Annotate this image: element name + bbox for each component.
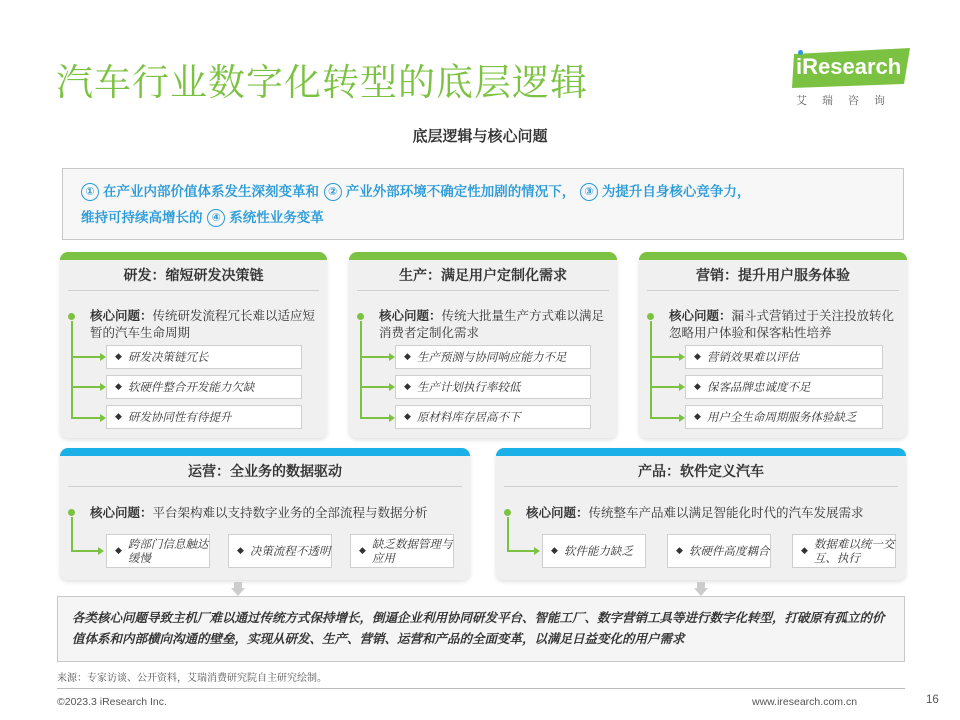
card-operation-title: 运营：全业务的数据驱动 [188, 464, 342, 480]
connector-line [360, 386, 392, 388]
intro-part-2: 产业外部环境不确定性加剧的情况下， [345, 184, 576, 200]
intro-text [81, 179, 885, 231]
card-operation-item-1 [106, 534, 210, 568]
connector-line [650, 356, 682, 358]
item-label: 研发决策链冗长 [127, 350, 209, 364]
connector-line [360, 321, 362, 418]
card-production-bar [349, 252, 617, 260]
diamond-bullet-icon: ◆ [115, 546, 122, 556]
diamond-bullet-icon: ◆ [694, 382, 701, 392]
item-label: 软硬件高度耦合 [688, 544, 770, 558]
connector-line [71, 550, 101, 552]
circled-number-1: ① [81, 183, 99, 201]
card-operation-divider [68, 486, 462, 487]
card-rd-core [90, 307, 322, 341]
website-link[interactable]: www.iresearch.com.cn [752, 696, 858, 708]
circled-number-3: ③ [580, 183, 598, 201]
card-operation [60, 448, 470, 580]
card-marketing-bar [639, 252, 907, 260]
diamond-bullet-icon: ◆ [676, 546, 683, 556]
card-production-item-1 [395, 345, 591, 369]
connector-line [650, 417, 682, 419]
card-production-divider [357, 290, 609, 291]
connector-line [507, 517, 509, 551]
card-product-item-3 [792, 534, 896, 568]
iresearch-logo [790, 46, 916, 108]
diamond-bullet-icon: ◆ [551, 546, 558, 556]
diamond-bullet-icon: ◆ [115, 412, 122, 422]
card-product-core [526, 504, 906, 521]
card-rd-item-1 [106, 345, 302, 369]
core-dot-icon [357, 313, 364, 320]
card-rd-item-3 [106, 405, 302, 429]
core-dot-icon [68, 313, 75, 320]
connector-line [71, 417, 103, 419]
item-label: 决策流程不透明 [249, 544, 331, 558]
card-rd-divider [68, 290, 319, 291]
diamond-bullet-icon: ◆ [404, 382, 411, 392]
item-label: 软硬件整合开发能力欠缺 [127, 380, 255, 394]
card-operation-core-text: 平台架构难以支持数字业务的全部流程与数据分析 [152, 505, 428, 520]
diamond-bullet-icon: ◆ [404, 352, 411, 362]
arrow-right-icon [98, 547, 104, 555]
item-label: 缺乏数据管理与应用 [371, 537, 453, 565]
circled-number-2: ② [324, 183, 342, 201]
core-dot-icon [647, 313, 654, 320]
card-marketing-item-1 [685, 345, 883, 369]
connector-line [71, 321, 73, 418]
core-dot-icon [504, 509, 511, 516]
card-production [349, 252, 617, 438]
card-operation-item-2 [228, 534, 332, 568]
card-product-core-text: 传统整车产品难以满足智能化时代的汽车发展需求 [588, 505, 864, 520]
connector-line [360, 417, 392, 419]
card-operation-bar [60, 448, 470, 456]
card-rd-title: 研发：缩短研发决策链 [123, 268, 264, 284]
core-label: 核心问题： [90, 505, 153, 520]
diamond-bullet-icon: ◆ [694, 352, 701, 362]
arrow-down-icon [231, 588, 245, 596]
diamond-bullet-icon: ◆ [801, 546, 808, 556]
arrow-right-icon [534, 547, 540, 555]
logo-text: iResearch [796, 54, 902, 79]
item-label: 用户全生命周期服务体验缺乏 [706, 410, 857, 424]
connector-line [360, 356, 392, 358]
diamond-bullet-icon: ◆ [237, 546, 244, 556]
card-production-title: 生产：满足用户定制化需求 [399, 268, 567, 284]
card-product-item-1 [542, 534, 646, 568]
core-dot-icon [68, 509, 75, 516]
card-product-title: 产品：软件定义汽车 [638, 464, 764, 480]
card-marketing-title: 营销：提升用户服务体验 [696, 268, 850, 284]
core-label: 核心问题： [669, 308, 732, 323]
connector-line [650, 321, 652, 418]
copyright: ©2023.3 iResearch Inc. [57, 696, 167, 708]
card-operation-core [90, 504, 470, 521]
card-production-item-2 [395, 375, 591, 399]
card-operation-item-3 [350, 534, 454, 568]
item-label: 跨部门信息触达缓慢 [127, 537, 209, 565]
diagram-subtitle: 底层逻辑与核心问题 [412, 127, 548, 145]
card-marketing-item-3 [685, 405, 883, 429]
card-product [496, 448, 906, 580]
page-title: 汽车行业数字化转型的底层逻辑 [56, 61, 588, 104]
connector-line [650, 386, 682, 388]
card-rd-core-text: 传统研发流程冗长难以适应短暂的汽车生命周期 [90, 308, 316, 340]
diamond-bullet-icon: ◆ [694, 412, 701, 422]
diamond-bullet-icon: ◆ [359, 546, 366, 556]
footer-divider [57, 688, 905, 689]
logo-subtext: 艾瑞咨询 [796, 94, 900, 107]
source-note: 来源：专家访谈、公开资料，艾瑞消费研究院自主研究绘制。 [57, 673, 327, 684]
item-label: 营销效果难以评估 [706, 350, 799, 364]
diamond-bullet-icon: ◆ [404, 412, 411, 422]
card-product-bar [496, 448, 906, 456]
card-marketing-core-text: 漏斗式营销过于关注投放转化忽略用户体验和保客粘性培养 [669, 308, 895, 340]
card-production-core [379, 307, 611, 341]
intro-part-5: 系统性业务变革 [229, 210, 324, 226]
item-label: 数据难以统一交互、执行 [813, 537, 895, 565]
item-label: 原材料库存居高不下 [416, 410, 521, 424]
diamond-bullet-icon: ◆ [115, 382, 122, 392]
summary-box: 各类核心问题导致主机厂难以通过传统方式保持增长，倒逼企业利用协同研发平台、智能工厂、数字营销工具等进行数字化转型，打破原有孤立的价值体系和内部横向沟通的壁垒，实现从研发、生产、营销、运营和产品的全面变革，以满足日益变化的用户需求 [57, 596, 905, 662]
connector-line [507, 550, 537, 552]
item-label: 生产计划执行率较低 [416, 380, 521, 394]
intro-part-1: 在产业内部价值体系发生深刻变革和 [103, 184, 319, 200]
card-marketing-core [669, 307, 903, 341]
card-product-divider [504, 486, 898, 487]
core-label: 核心问题： [379, 308, 442, 323]
page-number: 16 [926, 694, 939, 706]
connector-line [71, 356, 103, 358]
card-rd-bar [60, 252, 327, 260]
diamond-bullet-icon: ◆ [115, 352, 122, 362]
item-label: 保客品牌忠诚度不足 [706, 380, 811, 394]
item-label: 研发协同性有待提升 [127, 410, 232, 424]
card-production-item-3 [395, 405, 591, 429]
card-marketing [639, 252, 907, 438]
card-marketing-item-2 [685, 375, 883, 399]
intro-part-3: 为提升自身核心竞争力， [601, 184, 751, 200]
item-label: 软件能力缺乏 [563, 544, 633, 558]
connector-line [71, 386, 103, 388]
card-product-item-2 [667, 534, 771, 568]
core-label: 核心问题： [526, 505, 589, 520]
card-rd-item-2 [106, 375, 302, 399]
arrow-down-icon [694, 588, 708, 596]
card-rd [60, 252, 327, 438]
connector-line [71, 517, 73, 551]
item-label: 生产预测与协同响应能力不足 [416, 350, 567, 364]
intro-part-4: 维持可持续高增长的 [81, 210, 203, 226]
core-label: 核心问题： [90, 308, 153, 323]
card-production-core-text: 传统大批量生产方式难以满足消费者定制化需求 [379, 308, 605, 340]
circled-number-4: ④ [207, 209, 225, 227]
intro-box [62, 168, 904, 240]
card-marketing-divider [647, 290, 899, 291]
